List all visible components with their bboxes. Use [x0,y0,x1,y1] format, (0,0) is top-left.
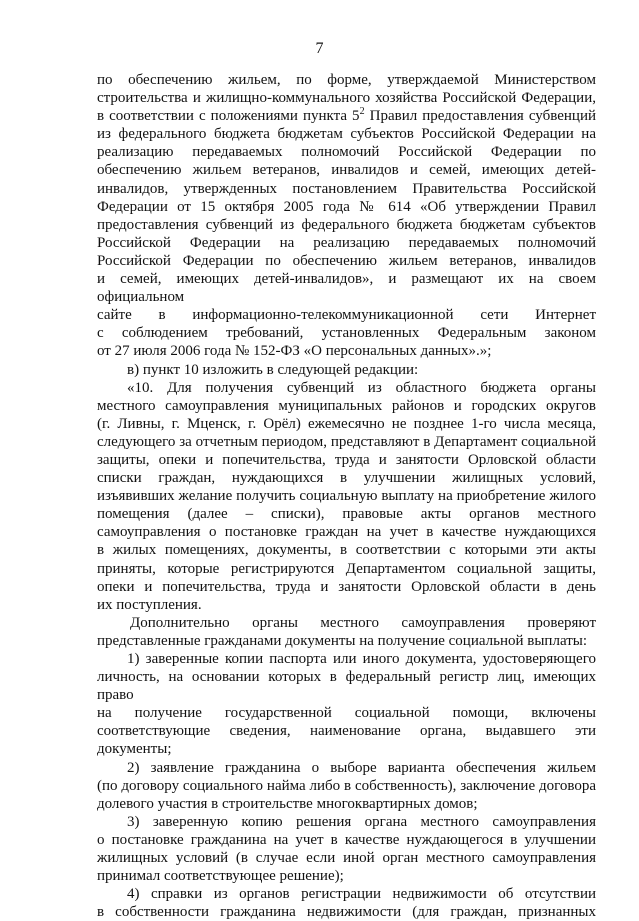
text-line: «10. Для получения субвенций из областного бюджета органы [127,379,596,396]
text-line: 3) заверенную копию решения органа местного самоуправления [127,813,596,830]
text-line: 2) заявление гражданина о выборе варианта обеспечения жильем [127,759,596,776]
text-line: инвалидов, утвержденных постановлением Правительства Российской [97,180,596,197]
text-line: местного самоуправления муниципальных районов и городских округов [97,397,596,414]
text-line: строительства и жилищно-коммунального хозяйства Российской Федерации, [97,90,596,107]
text-line: из федерального бюджета бюджетам субъектов Российской Федерации на [97,126,596,143]
list-item-4 [97,885,596,921]
page-number: 7 [315,40,324,57]
text-line: в собственности гражданина недвижимости (для граждан, признанных [97,904,596,921]
text-line: реализацию передаваемых полномочий Российской Федерации по [97,144,596,161]
text-line: жилищных условий (в случае если иной орган местного самоуправления [97,850,596,867]
text-line: долевого участия в строительстве многоквартирных домов; [97,795,478,812]
text-line: в) пункт 10 изложить в следующей редакции: [127,361,419,378]
text-line: Дополнительно органы местного самоуправления проверяют [130,614,596,631]
text-line: и семей, имеющих детей-инвалидов», и размещают их на своем официальном [97,271,596,306]
text-line: о постановке гражданина на учет в качестве нуждающегося в улучшении [97,831,596,848]
text-line: принимал соответствующее решение); [97,868,344,885]
text-line: с соблюдением требований, установленных Федеральным законом [97,325,596,342]
text-line: представленные гражданами документы на получение социальной выплаты: [97,632,588,649]
text-line: их поступления. [97,596,202,613]
list-item-3 [97,813,596,885]
paragraph-item-v [97,361,596,379]
text-line: списки граждан, нуждающихся в улучшении жилищных условий, [97,470,596,487]
list-item-2 [97,759,596,813]
text-line: обеспечению жильем ветеранов, инвалидов и семей, имеющих детей- [97,162,596,179]
text-line: личность, на основании которых в федеральный регистр лиц, имеющих право [97,669,596,704]
text-line: помещения (далее – списки), правовые акты органов местного [97,506,596,523]
text-line: защиты, опеки и попечительства, труда и занятости Орловской области [97,451,596,468]
text-line: (по договору социального найма либо в собственность), заключение договора [97,777,596,794]
text-line: изъявивших желание получить социальную выплату на приобретение жилого [97,488,596,505]
text-line: от 27 июля 2006 года № 152-ФЗ «О персональных данных».»; [97,343,492,360]
text-line: по обеспечению жильем, по форме, утверждаемой Министерством [97,72,596,88]
text-fragment: Правил предоставления субвенций [364,108,596,125]
text-line [97,107,596,125]
text-line: Российской Федерации на реализацию передаваемых полномочий [97,234,596,251]
text-line: следующего за отчетным периодом, представляют в Департамент социальной [97,433,596,450]
text-line: самоуправления о постановке граждан на учет в качестве нуждающихся [97,524,596,541]
text-line: сайте в информационно-телекоммуникационной сети Интернет [97,307,596,324]
text-line: предоставления субвенций из федерального бюджета бюджетам субъектов [97,216,596,233]
paragraph-continuation [97,71,596,361]
paragraph-additional-check [97,614,596,650]
text-line: Российской Федерации по обеспечению жильем ветеранов, инвалидов [97,252,596,269]
list-item-1 [97,650,596,759]
text-line: 4) справки из органов регистрации недвижимости об отсутствии [127,886,596,903]
text-line: в жилых помещениях, документы, в соответствии с которыми эти акты [97,542,596,559]
paragraph-clause-10 [97,379,596,614]
superscript: 2 [359,106,365,118]
document-body [97,71,596,921]
text-line: приняты, которые регистрируются Департаментом социальной защиты, [97,560,596,577]
text-line: (г. Ливны, г. Мценск, г. Орёл) ежемесячно не позднее 1-го числа месяца, [97,415,596,432]
text-fragment: в соответствии с положениями пункта 5 [97,108,360,125]
text-line: 1) заверенные копии паспорта или иного документа, удостоверяющего [127,651,596,667]
text-line: на получение государственной социальной помощи, включены [97,705,596,722]
text-line: соответствующие сведения, наименование органа, выдавшего эти документы; [97,723,596,758]
text-line: Федерации от 15 октября 2005 года № 614 «Об утверждении Правил [97,198,596,215]
text-line: опеки и попечительства, труда и занятости Орловской области в день [97,578,596,595]
